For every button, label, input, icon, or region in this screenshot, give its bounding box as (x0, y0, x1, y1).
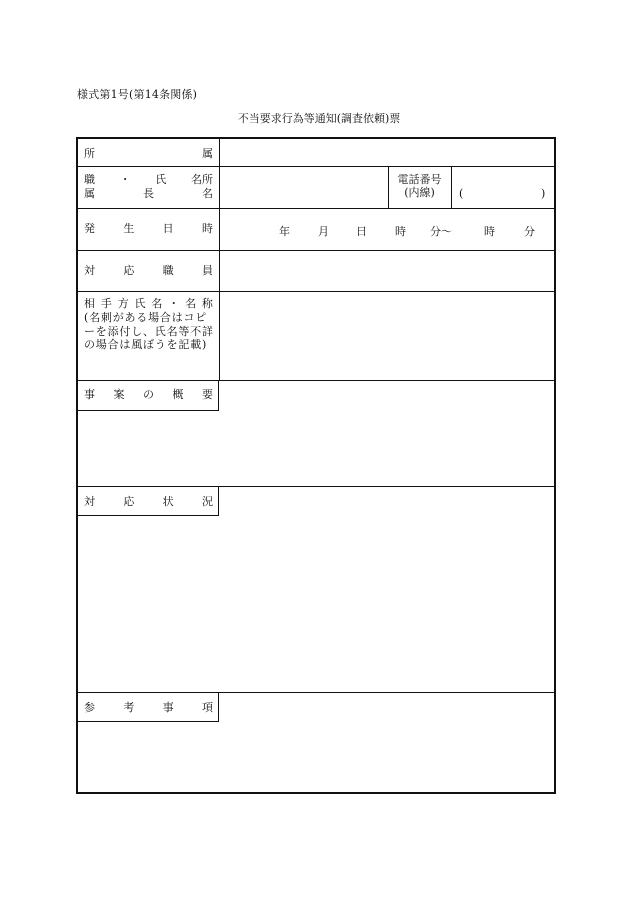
month-unit: 月 (318, 225, 329, 238)
name-label-line1: 職 ・ 氏 名所 (84, 173, 213, 186)
phone-open-paren: ( (459, 187, 464, 200)
hour-to-unit: 時 (484, 225, 495, 238)
phone-label: 電話番号 (内線) (397, 173, 442, 199)
row-divider (78, 166, 556, 167)
minute-from-unit: 分〜 (430, 225, 452, 238)
opponent-label: 相 手 方 氏 名 ・ 名 称 (84, 297, 213, 310)
phone-value-divider (451, 166, 452, 208)
summary-label: 事 案 の 概 要 (84, 388, 213, 401)
day-unit: 日 (356, 225, 367, 238)
row-divider (78, 291, 556, 292)
row-divider (78, 208, 556, 209)
staff-label: 対 応 職 員 (84, 264, 213, 277)
reference-label: 参 考 事 項 (84, 701, 213, 714)
row-divider (78, 250, 556, 251)
label-column-divider (219, 139, 220, 381)
hour-unit: 時 (395, 225, 406, 238)
datetime-label: 発 生 日 時 (84, 222, 213, 235)
phone-close-paren: ) (541, 187, 546, 200)
form-title: 不当要求行為等通知(調査依頼)票 (237, 112, 401, 125)
name-label-line2: 属 長 名 (84, 187, 213, 200)
affiliation-label: 所 属 (84, 147, 213, 160)
year-unit: 年 (279, 225, 290, 238)
minute-to-unit: 分 (524, 225, 535, 238)
form-table (76, 137, 556, 794)
opponent-note: (名刺がある場合はコピーを添付し、氏名等不詳の場合は風ぼうを記載) (84, 311, 214, 351)
status-label: 対 応 状 況 (84, 495, 213, 508)
form-number: 様式第1号(第14条関係) (77, 88, 198, 101)
